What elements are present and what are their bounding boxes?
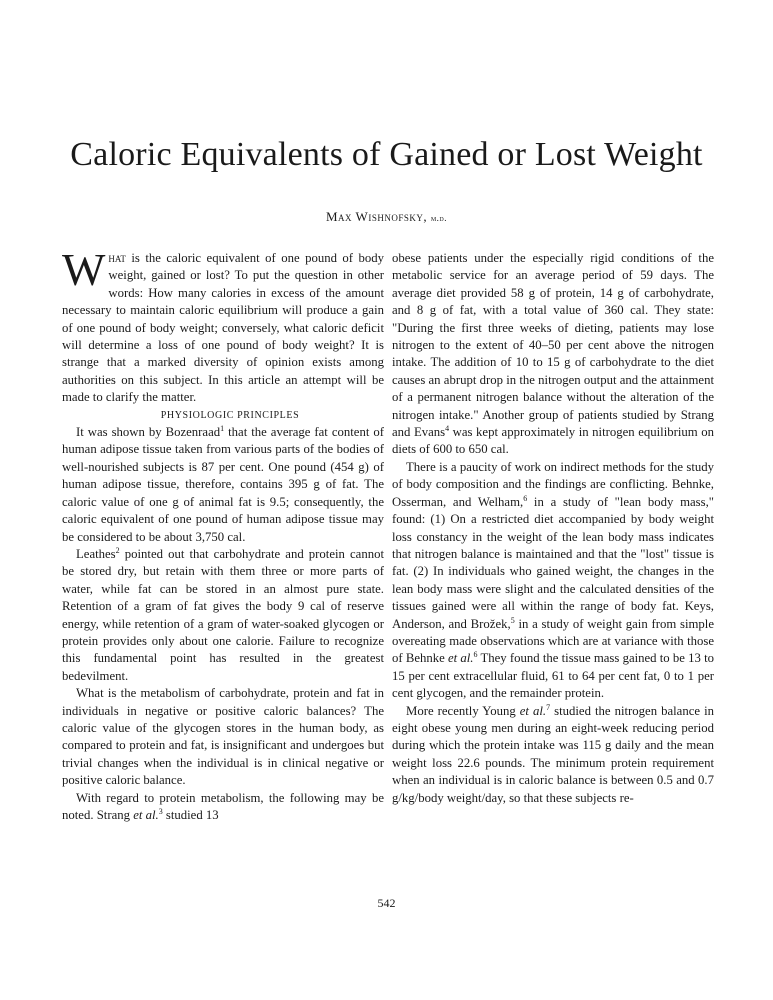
reference-marker: 1	[220, 423, 225, 433]
text-run: They found the tissue mass gained to be 13 to 15 per cent extracellular fluid, 61 to 64 per cent fat, 0 to 1 per cent glycogen, and the remainder protein.	[392, 651, 714, 701]
intro-smallcaps: hat	[108, 251, 126, 265]
text-run: obese patients under the especially rigid conditions of the metabolic service for an average period of 59 days. The average diet provided 58 g of protein, 14 g of carbohydrate, and 8 g of fat, with a total value of 360 cal. They state: "During the first three weeks of dieting, patients may lose nitrogen to the extent of 40–50 per cent above the nitrogen intake. The addition of 10 to 15 g of carbohydrate to the diet causes an abrupt drop in the nitrogen output and the attainment of a permanent nitrogen balance without the alteration of the nitrogen intake." Another group of patients studied by Strang and Evans	[392, 251, 714, 440]
page-number: 542	[377, 896, 396, 910]
reference-marker: 6	[473, 650, 478, 660]
section-heading: PHYSIOLOGIC PRINCIPLES	[160, 409, 300, 421]
reference-marker: 7	[546, 702, 551, 712]
author-name: Max Wishnofsky	[325, 209, 424, 224]
paragraph-protein	[62, 790, 384, 825]
left-column	[62, 244, 384, 824]
article-title: Caloric Equivalents of Gained or Lost Weight	[70, 136, 703, 173]
text-run: studied 13	[162, 808, 219, 822]
text-run: pointed out that carbohydrate and protein cannot be stored dry, but retain with them three or more parts of water, while fat can be stored in an almost pure state. Retention of a gram of fat gives the body 9 cal of reserve energy, while retention of a gram of water-soaked glycogen or protein provides only about one calorie. Failure to recognize this fundamental point has resulted in the greatest bedevilment.	[62, 546, 384, 683]
et-al: et al.	[519, 703, 547, 718]
text-run: More recently Young	[406, 703, 520, 718]
text-run: was kept approximately in nitrogen equilibrium on diets of 600 to 650 cal.	[392, 425, 714, 457]
et-al: et al.	[447, 651, 474, 666]
paragraph-strang-continued	[392, 250, 714, 459]
paragraph-young	[392, 703, 714, 807]
text-run: that the average fat content of human adipose tissue taken from various parts of the bodies of well-nourished subjects is 87 per cent. One pound (454 g) of human adipose tissue, therefore, contains 395 g of fat. The caloric value of one g of animal fat is 9.5; consequently, the caloric equivalent of one pound of human adipose tissue may be considered to be about 3,750 cal.	[62, 425, 384, 544]
reference-marker: 6	[523, 493, 528, 503]
intro-paragraph	[62, 244, 384, 407]
intro-text: is the caloric equivalent of one pound of body weight, gained or lost? To put the question in other words: How many calories in excess of the amount necessary to maintain caloric equilibrium will produce a gain of one pound of body weight; conversely, what caloric deficit will determine a loss of one pound of body weight? It is strange that a marked diversity of opinion exists among authorities on this subject. In this article an attempt will be made to clarify the matter.	[62, 251, 384, 405]
text-run: Leathes	[76, 546, 116, 561]
paragraph-leathes	[62, 546, 384, 685]
author-degree: m.d.	[430, 213, 448, 223]
et-al: et al.	[133, 808, 159, 822]
text-run: in a study of weight gain from simple overeating made observations which are at variance with those of Behnke	[392, 616, 714, 666]
reference-marker: 4	[445, 423, 450, 433]
reference-marker: 3	[158, 806, 163, 816]
author-line: Max Wishnofsky, m.d.	[325, 209, 448, 224]
text-run: studied the nitrogen balance in eight obese young men during an eight-week reducing period during which the protein intake was 115 g daily and the mean weight loss 22.6 pounds. The minimum protein requirement when an individual is in caloric balance is between 0.5 and 0.7 g/kg/body weight/day, so that these subjects re-	[392, 703, 714, 805]
text-run: in a study of "lean body mass," found: (1) On a restricted diet accompanied by body weight loss constancy in the weight of the lean body mass indicates that nitrogen balance is maintained and that the "lost" tissue is fat. (2) In individuals who gained weight, the changes in the lean body mass were slight and the calculated densities of the tissues gained were all within the range of body fat. Keys, Anderson, and Brožek,	[392, 494, 714, 631]
paragraph-body-composition	[392, 459, 714, 703]
right-column	[392, 250, 714, 807]
paragraph-bozenraad	[62, 424, 384, 546]
text-run: There is a paucity of work on indirect methods for the study of body composition and the findings are conflicting. Behnke, Osserman, and Welham,	[392, 459, 714, 509]
drop-cap: W	[62, 244, 106, 295]
paragraph-metabolism: What is the metabolism of carbohydrate, protein and fat in individuals in negative or positive caloric balances? The caloric value of the glycogen stores in the human body, as compared to protein and fat, is insignificant and undergoes but trivial changes when the individual is in clinical negative or positive caloric balance.	[62, 686, 384, 788]
text-run: It was shown by Bozenraad	[76, 425, 221, 440]
reference-marker: 5	[510, 615, 515, 625]
text-run: With regard to protein metabolism, the following may be noted. Strang	[62, 790, 384, 822]
reference-marker: 2	[115, 545, 120, 555]
